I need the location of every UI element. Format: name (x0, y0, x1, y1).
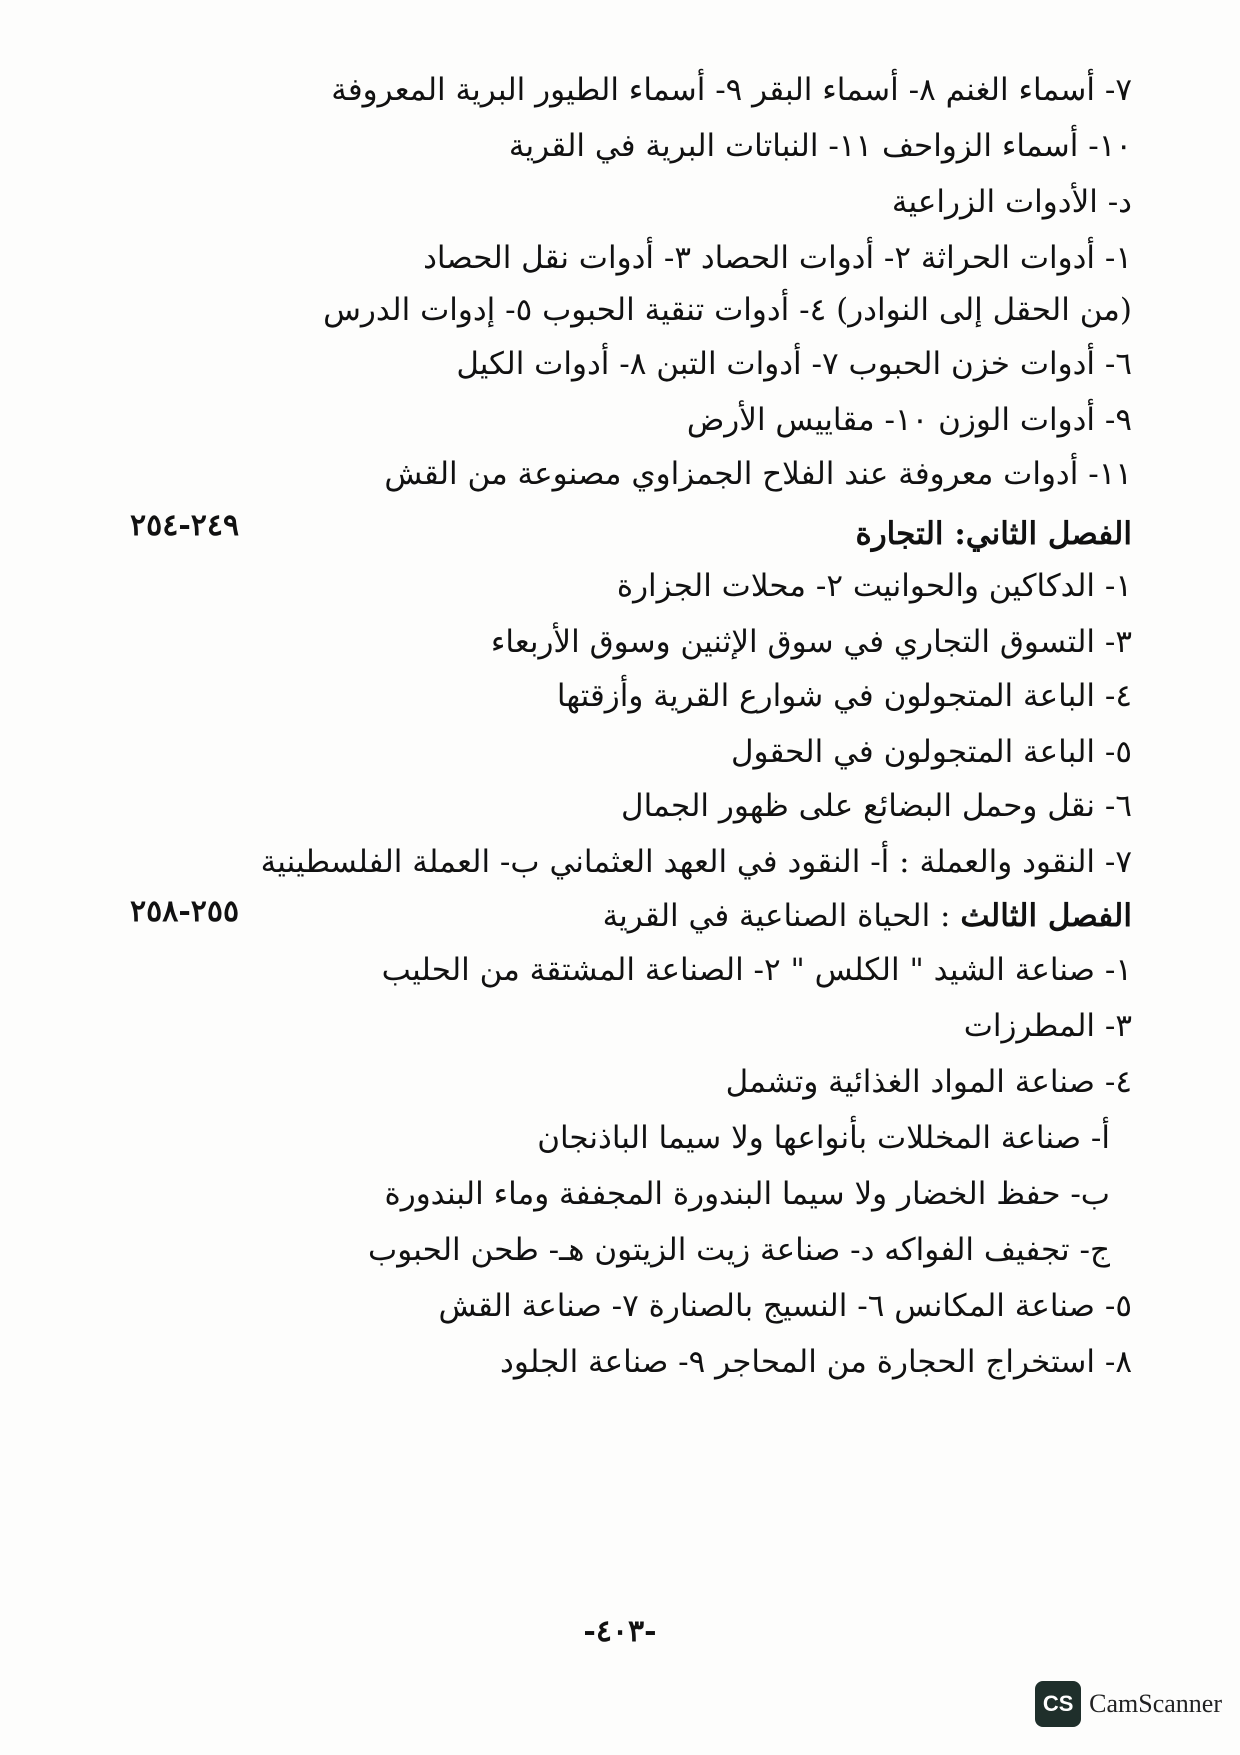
chapter-three-label: الفصل الثالث (960, 898, 1132, 934)
camscanner-logo-icon: CS (1035, 1681, 1081, 1727)
text-line: ٦- أدوات خزن الحبوب ٧- أدوات التبن ٨- أدوات الكيل (456, 346, 1132, 382)
camscanner-watermark (1035, 1680, 1222, 1728)
sub-list-item: ج- تجفيف الفواكه د- صناعة زيت الزيتون هـ- طحن الحبوب (368, 1232, 1110, 1268)
chapter-two-label: الفصل الثاني: (954, 516, 1132, 552)
text-line: ١- أدوات الحراثة ٢- أدوات الحصاد ٣- أدوات نقل الحصاد (423, 240, 1132, 276)
list-item: ٥- الباعة المتجولون في الحقول (730, 734, 1132, 770)
list-item: ١- صناعة الشيد " الكلس " ٢- الصناعة المشتقة من الحليب (381, 952, 1132, 988)
camscanner-label: CamScanner (1089, 1689, 1222, 1718)
list-item: ٦- نقل وحمل البضائع على ظهور الجمال (621, 788, 1132, 824)
chapter-three-title: : الحياة الصناعية في القرية (602, 898, 961, 934)
text-line: (من الحقل إلى النوادر) ٤- أدوات تنقية الحبوب ٥- إدوات الدرس (323, 292, 1132, 328)
list-item: ٨- استخراج الحجارة من المحاجر ٩- صناعة الجلود (500, 1344, 1132, 1380)
chapter-three-page-range: ٢٥٥-٢٥٨ (130, 894, 240, 929)
list-item: ٣- المطرزات (963, 1008, 1132, 1044)
list-item: ٧- النقود والعملة : أ- النقود في العهد العثماني ب- العملة الفلسطينية (260, 844, 1132, 880)
text-line: د- الأدوات الزراعية (891, 184, 1132, 220)
chapter-two-page-range: ٢٤٩-٢٥٤ (130, 508, 240, 543)
text-line: ٧- أسماء الغنم ٨- أسماء البقر ٩- أسماء الطيور البرية المعروفة (331, 72, 1132, 108)
page-number: -٤٠٣- (583, 1614, 657, 1649)
list-item: ٤- الباعة المتجولون في شوارع القرية وأزقتها (556, 678, 1132, 714)
chapter-two-heading (855, 512, 1132, 556)
sub-list-item: أ- صناعة المخللات بأنواعها ولا سيما الباذنجان (537, 1120, 1110, 1156)
sub-list-item: ب- حفظ الخضار ولا سيما البندورة المجففة وماء البندورة (384, 1176, 1110, 1212)
list-item: ٣- التسوق التجاري في سوق الإثنين وسوق الأربعاء (490, 624, 1132, 660)
list-item: ٥- صناعة المكانس ٦- النسيج بالصنارة ٧- صناعة القش (438, 1288, 1132, 1324)
list-item: ٤- صناعة المواد الغذائية وتشمل (725, 1064, 1132, 1100)
text-line: ١٠- أسماء الزواحف ١١- النباتات البرية في القرية (508, 128, 1132, 164)
text-line: ٩- أدوات الوزن ١٠- مقاييس الأرض (686, 402, 1132, 438)
list-item: ١- الدكاكين والحوانيت ٢- محلات الجزارة (616, 568, 1132, 604)
text-line: ١١- أدوات معروفة عند الفلاح الجمزاوي مصنوعة من القش (384, 456, 1132, 492)
chapter-two-title: التجارة (855, 516, 955, 552)
chapter-three-heading (603, 894, 1132, 938)
